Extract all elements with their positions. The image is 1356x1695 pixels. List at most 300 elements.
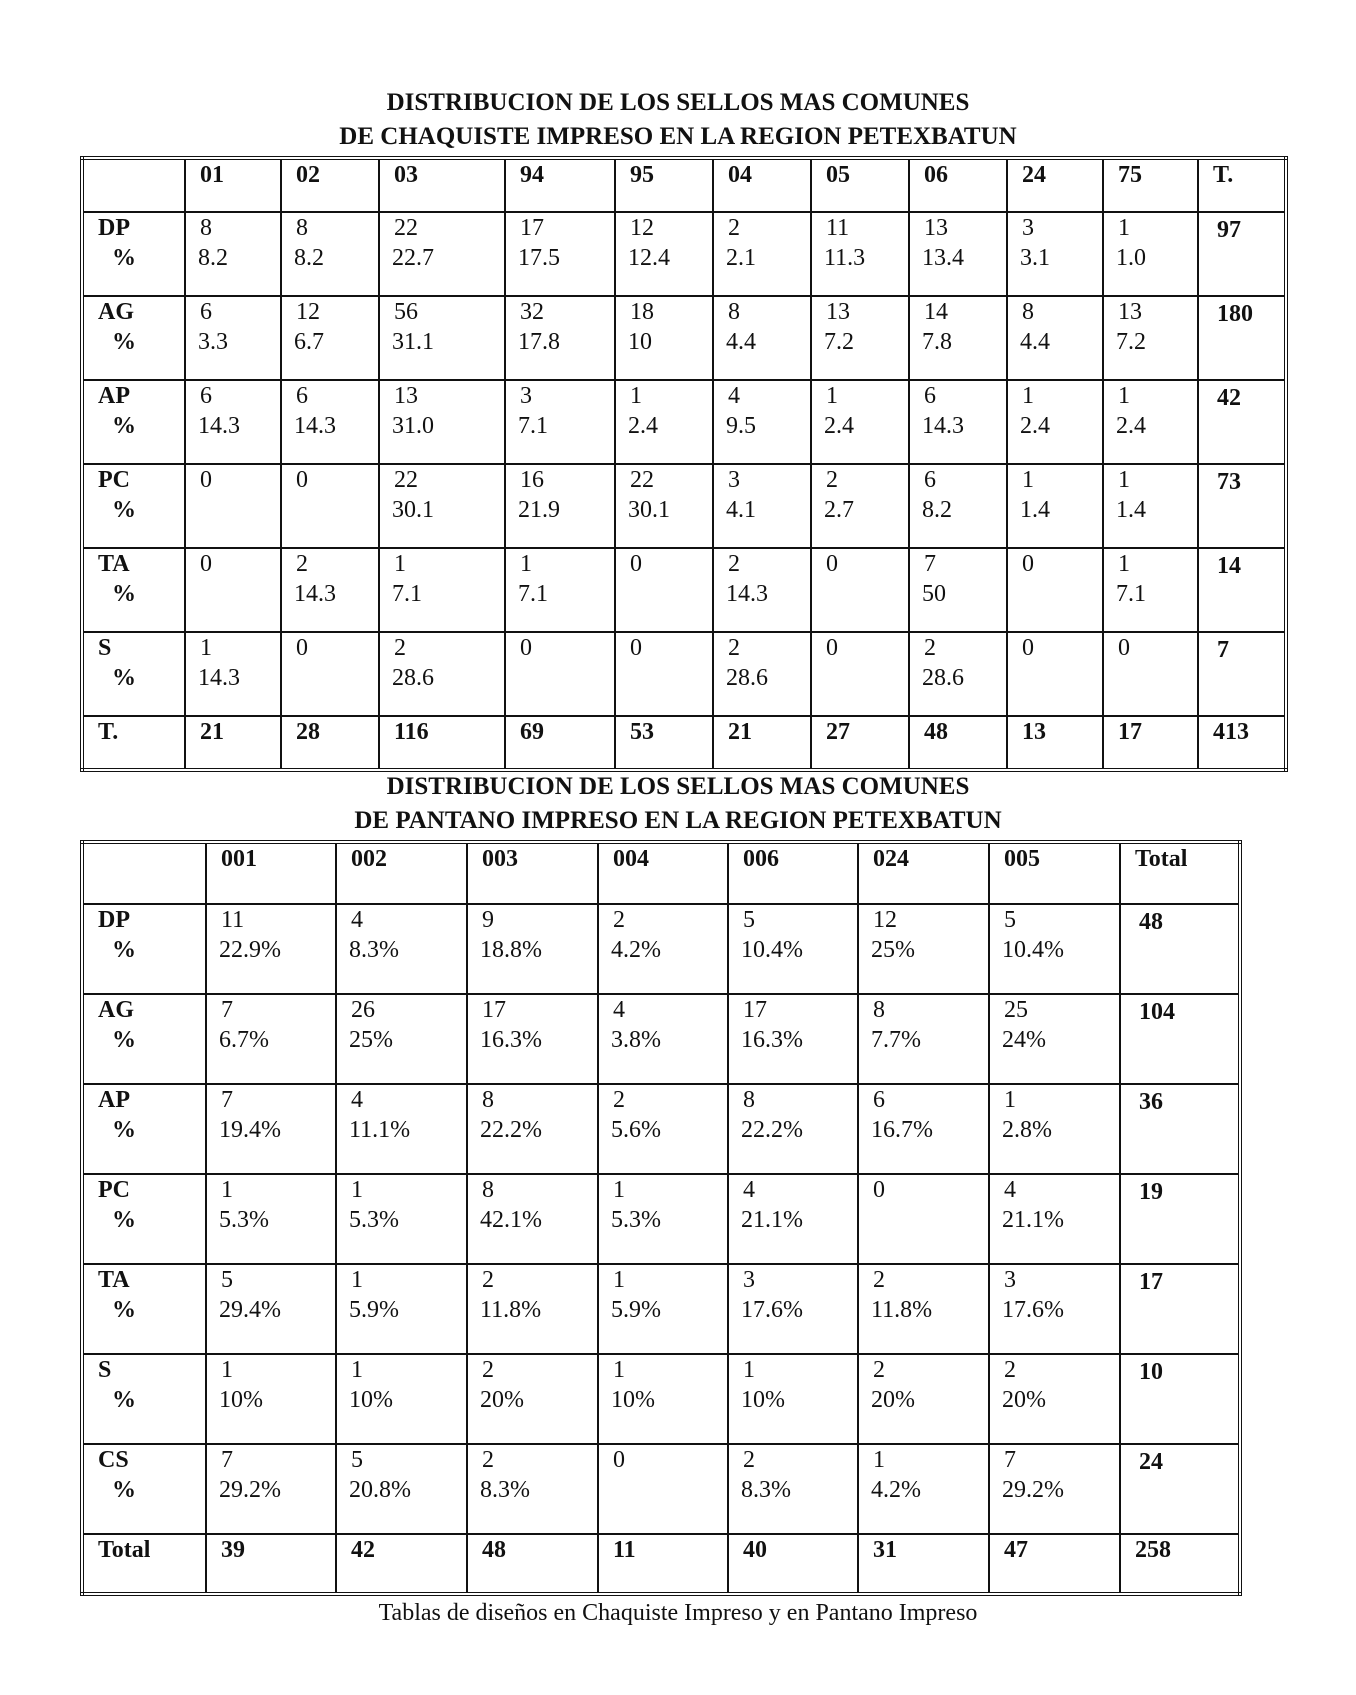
data-cell <box>185 632 281 716</box>
cell-percent: 3.8% <box>611 1027 661 1053</box>
data-cell <box>728 1354 858 1444</box>
row-label: DP <box>98 907 130 933</box>
cell-count: 3 <box>520 383 532 409</box>
cell-percent: 14.3 <box>726 581 768 607</box>
row-percent-label: % <box>112 1297 136 1323</box>
cell-percent: 2.7 <box>824 497 854 523</box>
cell-count: 22 <box>630 467 654 493</box>
table-row <box>82 548 1286 632</box>
data-cell <box>206 1264 336 1354</box>
cell-percent: 10 <box>628 329 652 355</box>
row-label-cell <box>82 1354 206 1444</box>
data-cell <box>206 1174 336 1264</box>
totals-label-cell <box>82 716 185 770</box>
cell-percent: 21.9 <box>518 497 560 523</box>
cell-count: 2 <box>826 467 838 493</box>
cell-count: 14 <box>924 299 948 325</box>
cell-count: 12 <box>873 907 897 933</box>
cell-percent: 17.6% <box>1002 1297 1064 1323</box>
row-total: 97 <box>1217 217 1241 243</box>
data-cell <box>713 380 811 464</box>
table1-title-line1: DISTRIBUCION DE LOS SELLOS MAS COMUNES <box>386 89 970 116</box>
total-cell <box>467 1534 598 1594</box>
data-cell <box>1103 296 1198 380</box>
column-header <box>281 158 379 212</box>
cell-percent: 11.8% <box>480 1297 542 1323</box>
data-cell <box>505 380 615 464</box>
cell-percent: 7.1 <box>392 581 422 607</box>
data-cell <box>1007 548 1103 632</box>
cell-count: 2 <box>873 1267 885 1293</box>
cell-percent: 10% <box>741 1387 785 1413</box>
data-cell <box>467 1354 598 1444</box>
cell-count: 11 <box>221 907 245 933</box>
row-total: 73 <box>1217 469 1241 495</box>
data-cell <box>728 1084 858 1174</box>
cell-percent: 7.7% <box>871 1027 921 1053</box>
data-cell <box>713 212 811 296</box>
row-label: TA <box>98 551 130 577</box>
row-label: AG <box>98 299 134 325</box>
data-cell <box>615 380 713 464</box>
cell-percent: 30.1 <box>628 497 670 523</box>
cell-count: 0 <box>1118 635 1130 661</box>
totals-label-cell <box>82 1534 206 1594</box>
data-cell <box>989 1354 1120 1444</box>
column-header-label: 03 <box>394 162 418 188</box>
cell-percent: 13.4 <box>922 245 964 271</box>
row-label-cell <box>82 1444 206 1534</box>
cell-count: 1 <box>351 1267 363 1293</box>
cell-percent: 8.3% <box>480 1477 530 1503</box>
table-row <box>82 994 1240 1084</box>
data-cell <box>615 548 713 632</box>
total-cell <box>336 1534 467 1594</box>
cell-percent: 4.1 <box>726 497 756 523</box>
total-cell <box>989 1534 1120 1594</box>
cell-percent: 9.5 <box>726 413 756 439</box>
cell-count: 17 <box>743 997 767 1023</box>
cell-count: 1 <box>613 1267 625 1293</box>
row-percent-label: % <box>112 329 136 355</box>
totals-label: Total <box>98 1537 151 1563</box>
data-cell <box>467 1444 598 1534</box>
data-cell <box>713 632 811 716</box>
total-cell <box>1103 716 1198 770</box>
data-cell <box>185 464 281 548</box>
column-total: 27 <box>826 719 850 745</box>
data-cell <box>505 632 615 716</box>
cell-count: 2 <box>482 1357 494 1383</box>
table-row <box>82 212 1286 296</box>
totals-label: T. <box>98 719 119 745</box>
totals-row <box>82 716 1286 770</box>
data-cell <box>1103 380 1198 464</box>
total-cell <box>615 716 713 770</box>
cell-count: 5 <box>1004 907 1016 933</box>
data-cell <box>909 380 1007 464</box>
row-label-cell <box>82 904 206 994</box>
cell-count: 6 <box>296 383 308 409</box>
column-header-label: T. <box>1213 162 1234 188</box>
cell-count: 22 <box>394 467 418 493</box>
total-cell <box>281 716 379 770</box>
row-percent-label: % <box>112 665 136 691</box>
cell-count: 0 <box>296 467 308 493</box>
cell-count: 0 <box>1022 635 1034 661</box>
table1-title-line2: DE CHAQUISTE IMPRESO EN LA REGION PETEXBATUN <box>339 123 1017 150</box>
data-cell <box>811 380 909 464</box>
total-cell <box>858 1534 989 1594</box>
row-total-cell <box>1120 1354 1240 1444</box>
cell-percent: 14.3 <box>198 665 240 691</box>
column-header <box>206 842 336 904</box>
cell-count: 4 <box>728 383 740 409</box>
cell-count: 7 <box>221 1087 233 1113</box>
cell-percent: 29.2% <box>1002 1477 1064 1503</box>
header-row <box>82 158 1286 212</box>
row-percent-label: % <box>112 581 136 607</box>
cell-percent: 10% <box>611 1387 655 1413</box>
data-cell <box>505 212 615 296</box>
table-row <box>82 1174 1240 1264</box>
cell-percent: 22.7 <box>392 245 434 271</box>
cell-percent: 4.4 <box>726 329 756 355</box>
data-cell <box>336 904 467 994</box>
cell-count: 26 <box>351 997 375 1023</box>
cell-percent: 14.3 <box>198 413 240 439</box>
row-total-cell <box>1198 464 1286 548</box>
data-cell <box>281 380 379 464</box>
data-cell <box>336 1264 467 1354</box>
table1-title <box>0 86 1356 154</box>
data-cell <box>598 904 728 994</box>
column-header <box>858 842 989 904</box>
cell-count: 2 <box>296 551 308 577</box>
row-label-cell <box>82 548 185 632</box>
data-cell <box>728 994 858 1084</box>
row-total: 42 <box>1217 385 1241 411</box>
cell-percent: 24% <box>1002 1027 1046 1053</box>
cell-count: 5 <box>743 907 755 933</box>
data-cell <box>281 212 379 296</box>
data-cell <box>467 1084 598 1174</box>
cell-count: 2 <box>394 635 406 661</box>
cell-count: 1 <box>873 1447 885 1473</box>
data-cell <box>728 1264 858 1354</box>
row-total-cell <box>1120 1084 1240 1174</box>
cell-percent: 22.9% <box>219 937 281 963</box>
row-percent-label: % <box>112 1477 136 1503</box>
table-row <box>82 632 1286 716</box>
cell-percent: 4.4 <box>1020 329 1050 355</box>
cell-percent: 3.3 <box>198 329 228 355</box>
data-cell <box>379 296 505 380</box>
data-cell <box>1007 632 1103 716</box>
cell-count: 5 <box>221 1267 233 1293</box>
row-label-cell <box>82 380 185 464</box>
data-cell <box>615 296 713 380</box>
data-cell <box>811 632 909 716</box>
cell-count: 3 <box>743 1267 755 1293</box>
data-cell <box>598 994 728 1084</box>
cell-count: 16 <box>520 467 544 493</box>
data-cell <box>989 904 1120 994</box>
data-cell <box>336 1174 467 1264</box>
cell-count: 2 <box>613 1087 625 1113</box>
cell-count: 9 <box>482 907 494 933</box>
cell-count: 0 <box>613 1447 625 1473</box>
cell-count: 13 <box>826 299 850 325</box>
cell-count: 2 <box>613 907 625 933</box>
cell-percent: 10.4% <box>741 937 803 963</box>
data-cell <box>811 296 909 380</box>
data-cell <box>336 1354 467 1444</box>
cell-count: 0 <box>826 551 838 577</box>
cell-count: 6 <box>200 383 212 409</box>
row-total: 10 <box>1139 1359 1163 1385</box>
column-header-label: 001 <box>221 846 257 872</box>
column-header <box>811 158 909 212</box>
cell-percent: 50 <box>922 581 946 607</box>
row-total-cell <box>1120 1264 1240 1354</box>
row-total: 19 <box>1139 1179 1163 1205</box>
cell-percent: 2.1 <box>726 245 756 271</box>
total-cell <box>1198 716 1286 770</box>
cell-percent: 31.1 <box>392 329 434 355</box>
cell-percent: 7.8 <box>922 329 952 355</box>
data-cell <box>281 632 379 716</box>
column-header <box>185 158 281 212</box>
cell-percent: 8.2 <box>294 245 324 271</box>
cell-percent: 10.4% <box>1002 937 1064 963</box>
table-row <box>82 1084 1240 1174</box>
cell-percent: 14.3 <box>922 413 964 439</box>
cell-count: 1 <box>1118 467 1130 493</box>
data-cell <box>989 1174 1120 1264</box>
data-cell <box>206 1354 336 1444</box>
cell-percent: 8.3% <box>741 1477 791 1503</box>
column-header-label: 94 <box>520 162 544 188</box>
data-cell <box>185 380 281 464</box>
row-total: 104 <box>1139 999 1175 1025</box>
data-cell <box>467 904 598 994</box>
data-cell <box>989 1084 1120 1174</box>
data-cell <box>336 1444 467 1534</box>
cell-percent: 10% <box>349 1387 393 1413</box>
data-cell <box>858 904 989 994</box>
cell-percent: 4.2% <box>611 937 661 963</box>
row-percent-label: % <box>112 1117 136 1143</box>
data-cell <box>379 380 505 464</box>
cell-count: 4 <box>351 907 363 933</box>
cell-count: 7 <box>221 997 233 1023</box>
table-row <box>82 296 1286 380</box>
data-cell <box>615 632 713 716</box>
total-cell <box>206 1534 336 1594</box>
row-label-cell <box>82 464 185 548</box>
column-total: 48 <box>482 1537 506 1563</box>
cell-percent: 20% <box>1002 1387 1046 1413</box>
cell-percent: 2.4 <box>628 413 658 439</box>
cell-percent: 21.1% <box>741 1207 803 1233</box>
data-cell <box>989 1264 1120 1354</box>
cell-count: 17 <box>520 215 544 241</box>
row-total: 180 <box>1217 301 1253 327</box>
table-row <box>82 904 1240 994</box>
total-cell <box>379 716 505 770</box>
row-label-cell <box>82 1174 206 1264</box>
cell-percent: 25% <box>349 1027 393 1053</box>
total-cell <box>185 716 281 770</box>
cell-count: 7 <box>221 1447 233 1473</box>
cell-count: 8 <box>482 1087 494 1113</box>
table2-title <box>0 770 1356 838</box>
data-cell <box>1007 212 1103 296</box>
column-total: 21 <box>200 719 224 745</box>
column-header-label: 04 <box>728 162 752 188</box>
row-label-cell <box>82 994 206 1084</box>
cell-percent: 18.8% <box>480 937 542 963</box>
cell-percent: 5.3% <box>219 1207 269 1233</box>
data-cell <box>185 548 281 632</box>
column-header-label: 003 <box>482 846 518 872</box>
cell-count: 2 <box>728 215 740 241</box>
cell-percent: 28.6 <box>726 665 768 691</box>
data-cell <box>467 1174 598 1264</box>
chaquiste-table <box>80 156 1288 772</box>
data-cell <box>811 464 909 548</box>
data-cell <box>1007 464 1103 548</box>
cell-percent: 25% <box>871 937 915 963</box>
cell-count: 1 <box>1004 1087 1016 1113</box>
column-header-label: 24 <box>1022 162 1046 188</box>
cell-percent: 42.1% <box>480 1207 542 1233</box>
cell-percent: 4.2% <box>871 1477 921 1503</box>
cell-percent: 11.1% <box>349 1117 411 1143</box>
cell-count: 1 <box>1118 383 1130 409</box>
cell-percent: 20% <box>480 1387 524 1413</box>
cell-count: 1 <box>743 1357 755 1383</box>
cell-percent: 2.4 <box>824 413 854 439</box>
column-total: 31 <box>873 1537 897 1563</box>
cell-percent: 5.6% <box>611 1117 661 1143</box>
data-cell <box>909 296 1007 380</box>
cell-count: 3 <box>1004 1267 1016 1293</box>
row-percent-label: % <box>112 497 136 523</box>
cell-count: 1 <box>1118 215 1130 241</box>
cell-count: 8 <box>743 1087 755 1113</box>
data-cell <box>185 296 281 380</box>
data-cell <box>379 632 505 716</box>
cell-count: 1 <box>613 1177 625 1203</box>
cell-percent: 1.4 <box>1116 497 1146 523</box>
figure-caption: Tablas de diseños en Chaquiste Impreso y en Pantano Impreso <box>378 1600 978 1626</box>
row-total-cell <box>1120 994 1240 1084</box>
row-label-cell <box>82 296 185 380</box>
row-total-cell <box>1120 904 1240 994</box>
data-cell <box>379 464 505 548</box>
cell-count: 1 <box>1022 383 1034 409</box>
row-total: 48 <box>1139 909 1163 935</box>
cell-percent: 7.1 <box>518 581 548 607</box>
data-cell <box>379 548 505 632</box>
column-header <box>1198 158 1286 212</box>
column-header-label: 006 <box>743 846 779 872</box>
row-label: S <box>98 635 112 661</box>
column-header-label: 004 <box>613 846 649 872</box>
column-header-label: 95 <box>630 162 654 188</box>
row-label: AP <box>98 383 130 409</box>
cell-percent: 19.4% <box>219 1117 281 1143</box>
data-cell <box>1103 212 1198 296</box>
row-total-cell <box>1198 212 1286 296</box>
row-label: PC <box>98 1177 130 1203</box>
data-cell <box>989 994 1120 1084</box>
cell-count: 6 <box>200 299 212 325</box>
data-cell <box>206 1084 336 1174</box>
data-cell <box>505 464 615 548</box>
column-header-label: 005 <box>1004 846 1040 872</box>
cell-count: 1 <box>613 1357 625 1383</box>
column-header-label: 05 <box>826 162 850 188</box>
column-header <box>467 842 598 904</box>
cell-percent: 1.4 <box>1020 497 1050 523</box>
column-header <box>1103 158 1198 212</box>
data-cell <box>1103 548 1198 632</box>
data-cell <box>598 1084 728 1174</box>
column-total: 11 <box>613 1537 636 1563</box>
data-cell <box>467 1264 598 1354</box>
cell-count: 1 <box>520 551 532 577</box>
data-cell <box>379 212 505 296</box>
data-cell <box>909 632 1007 716</box>
data-cell <box>858 1174 989 1264</box>
cell-percent: 12.4 <box>628 245 670 271</box>
cell-count: 18 <box>630 299 654 325</box>
column-header <box>1120 842 1240 904</box>
row-total: 24 <box>1139 1449 1163 1475</box>
column-total: 48 <box>924 719 948 745</box>
row-total-cell <box>1198 548 1286 632</box>
row-total-cell <box>1198 380 1286 464</box>
total-cell <box>811 716 909 770</box>
cell-percent: 7.1 <box>1116 581 1146 607</box>
cell-count: 1 <box>826 383 838 409</box>
data-cell <box>615 212 713 296</box>
data-cell <box>185 212 281 296</box>
cell-percent: 16.3% <box>741 1027 803 1053</box>
cell-count: 0 <box>1022 551 1034 577</box>
cell-count: 1 <box>1118 551 1130 577</box>
data-cell <box>909 212 1007 296</box>
cell-percent: 17.5 <box>518 245 560 271</box>
cell-percent: 2.8% <box>1002 1117 1052 1143</box>
column-total: 53 <box>630 719 654 745</box>
cell-count: 12 <box>630 215 654 241</box>
data-cell <box>713 464 811 548</box>
column-header <box>713 158 811 212</box>
cell-count: 2 <box>873 1357 885 1383</box>
column-header <box>615 158 713 212</box>
total-cell <box>1120 1534 1240 1594</box>
cell-count: 0 <box>826 635 838 661</box>
cell-percent: 20.8% <box>349 1477 411 1503</box>
column-header-label: 002 <box>351 846 387 872</box>
data-cell <box>1103 632 1198 716</box>
row-total: 36 <box>1139 1089 1163 1115</box>
column-header <box>1007 158 1103 212</box>
